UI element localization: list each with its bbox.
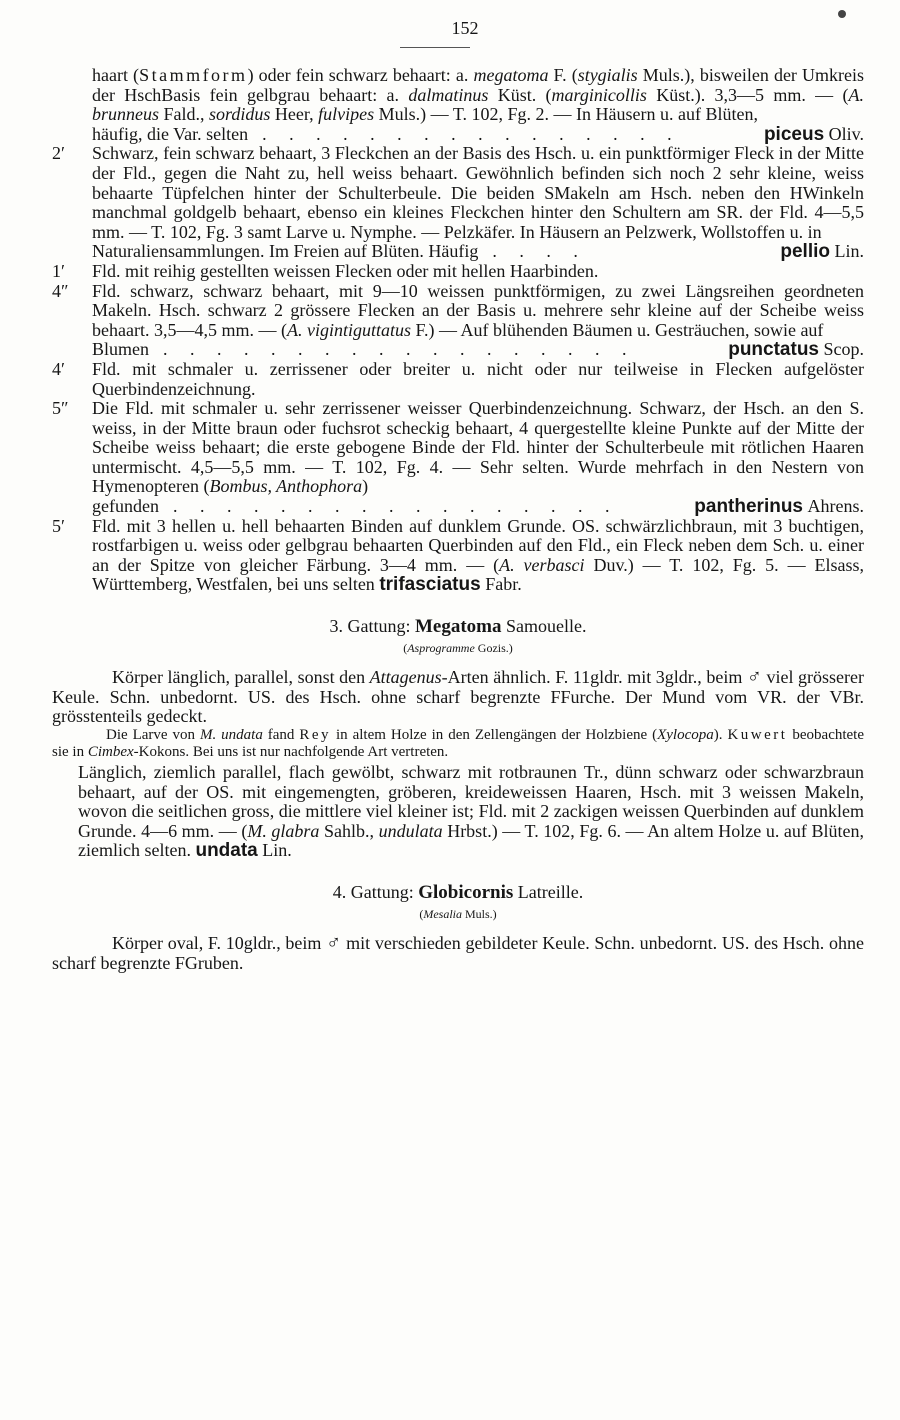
species-name: piceus bbox=[763, 123, 825, 145]
genus-megatoma-note: Die Larve von M. undata fand Rey in altem Holze in den Zellengängen der Holzbiene (Xylocopa). Kuwert beobachtete sie in Cimbex-Kokons. Bei uns ist nur nachfolgende Art vertreten. bbox=[52, 727, 865, 760]
entry-label: 1′ bbox=[52, 260, 65, 281]
stammform-term: Stammform bbox=[139, 65, 248, 85]
species-author: Fabr. bbox=[485, 574, 522, 595]
entry-piceus bbox=[52, 66, 864, 144]
entry-punctatus-text: Fld. schwarz, schwarz behaart, mit 9—10 weissen punktförmigen, zu zwei Längsreihen geordneten Makeln. Hsch. schwarz 2 grössere Flecken an der Basis u. mehrere sehr kleine auf der Scheibe weiss behaart. 3,5—4,5 mm. — (A. vigintiguttatus F.) — Auf blühenden Bäumen u. Gesträuchen, sowie auf bbox=[92, 280, 864, 340]
corner-mark bbox=[838, 10, 846, 18]
leader-dots: . . . . bbox=[492, 242, 587, 262]
leader-dots: . . . . . . . . . . . . . . . . . . bbox=[163, 340, 636, 360]
species-author: Lin. bbox=[834, 241, 864, 262]
entry-4 bbox=[52, 360, 864, 399]
entry-piceus-lead: häufig, die Var. selten . . . . . . . . . . . . . . . . piceus Oliv. bbox=[92, 123, 864, 145]
genus-synonym: (Mesalia Muls.) bbox=[419, 906, 497, 921]
genus-heading-globicornis: 4. Gattung: Globicornis Latreille. bbox=[332, 881, 584, 903]
entry-label: 5′ bbox=[52, 515, 65, 536]
entry-1 bbox=[52, 262, 864, 282]
entry-trifasciatus-text: Fld. mit 3 hellen u. hell behaarten Binden auf dunklem Grunde. OS. schwärzlichbraun, mit 3 buchtigen, rostfarbigen u. weiss oder gelbgrau behaarten Querbinden auf den Fld., ein Fleck neben dem Sch. u. einer an der Spitze von gleicher Färbung. 3—4 mm. — (A. verbasci Duv.) — T. 102, Fg. 5. — Elsass, Württemberg, Westfalen, bei uns selten trifasciatus Fabr. bbox=[92, 515, 864, 596]
entry-pellio-text: Schwarz, fein schwarz behaart, 3 Fleckchen an der Basis des Hsch. u. ein punktförmiger Fleck in der Mitte der Fld., gegen die Naht zu, hell weiss behaart. Gewöhnlich befinden sich noch 2 sehr kleine, weiss behaarte Tüpfelchen hinter der Schulterbeule. Die beiden SMakeln am Hsch. neben den HWinkeln manchmal goldgelb behaart, ebenso ein kleines Fleckchen hinter den Schultern am SR. der Fld. 4—5,5 mm. — T. 102, Fg. 3 samt Larve u. Nymphe. — Pelzkäfer. In Häusern an Pelzwerk, Wollstoffen u. in bbox=[92, 143, 864, 242]
entry-4-text: Fld. mit schmaler u. zerrissener oder breiter u. nicht oder nur teilweise in Flecken aufgelöster Querbindenzeichnung. bbox=[92, 358, 864, 399]
genus-name: Globicornis bbox=[418, 881, 514, 903]
species-name: pantherinus bbox=[694, 496, 803, 518]
species-name: punctatus bbox=[728, 339, 819, 361]
genus-megatoma-description: Körper länglich, parallel, sonst den Attagenus-Arten ähnlich. F. 11gldr. mit 3gldr., beim ♂ viel grösserer Keule. Schn. unbedornt. US. des Hsch. ohne scharf begrenzte FFurche. Der Mund vom VR. der VBr. grösstenteils gedeckt. bbox=[52, 666, 864, 727]
entry-label: 5″ bbox=[52, 398, 69, 419]
species-name: trifasciatus bbox=[379, 574, 481, 596]
leader-dots: . . . . . . . . . . . . . . . . . bbox=[172, 497, 619, 517]
species-author: Oliv. bbox=[828, 123, 864, 144]
genus-synonym: (Asprogramme Gozis.) bbox=[403, 640, 513, 655]
leader-dots: . . . . . . . . . . . . . . . . bbox=[262, 124, 681, 144]
entry-undata: Länglich, ziemlich parallel, flach gewölbt, schwarz mit rotbraunen Tr., dünn schwarz oder schwarzbraun behaart, auf der OS. mit eingemengten, gröberen, kreideweissen Haaren, Hsch. mit 3 weissen Makeln, wovon die seitlichen gross, die mittlere viel kleiner ist; Fld. mit 2 zackigen weissen Querbinden auf dunklem Grunde. 4—6 mm. — (M. glabra Sahlb., undulata Hrbst.) — T. 102, Fg. 6. — An altem Holze u. auf Blüten, ziemlich selten. undata Lin. bbox=[78, 762, 864, 862]
entry-punctatus bbox=[52, 282, 864, 360]
species-author: Ahrens. bbox=[807, 496, 864, 517]
genus-heading-megatoma: 3. Gattung: Megatoma Samouelle. bbox=[329, 616, 587, 638]
genus-name: Megatoma bbox=[414, 616, 502, 638]
male-symbol: ♂ bbox=[746, 666, 762, 689]
entry-1-text: Fld. mit reihig gestellten weissen Flecken oder mit hellen Haarbinden. bbox=[92, 260, 599, 281]
entry-trifasciatus bbox=[52, 517, 864, 595]
species-name: pellio bbox=[780, 241, 830, 263]
entry-pellio-lead: Naturaliensammlungen. Im Freien auf Blüten. Häufig . . . . pellio Lin. bbox=[92, 241, 864, 263]
page-body bbox=[52, 66, 864, 973]
entry-pellio bbox=[52, 144, 864, 262]
entry-punctatus-lead: Blumen . . . . . . . . . . . . . . . . . . punctatus Scop. bbox=[92, 339, 864, 361]
entry-label: 2′ bbox=[52, 143, 65, 164]
species-name: undata bbox=[195, 840, 258, 862]
header-rule bbox=[400, 47, 470, 48]
male-symbol: ♂ bbox=[326, 932, 342, 955]
entry-pantherinus bbox=[52, 399, 864, 517]
species-author: Lin. bbox=[262, 840, 292, 861]
entry-piceus-text: haart (Stammform) oder fein schwarz behaart: a. megatoma F. (stygialis Muls.), bisweilen der Umkreis der HschBasis fein gelbgrau behaart: a. dalmatinus Küst. (marginicollis Küst.). 3,3—5 mm. — (A. brunneus Fald., sordidus Heer, fulvipes Muls.) — T. 102, Fg. 2. — In Häusern u. auf Blüten, bbox=[92, 65, 864, 125]
entry-label: 4′ bbox=[52, 358, 65, 379]
entry-pantherinus-lead: gefunden . . . . . . . . . . . . . . . . . pantherinus Ahrens. bbox=[92, 496, 864, 518]
page-number: 152 bbox=[451, 18, 479, 38]
entry-label: 4″ bbox=[52, 280, 69, 301]
genus-globicornis-description: Körper oval, F. 10gldr., beim ♂ mit verschieden gebildeter Keule. Schn. unbedornt. US. des Hsch. ohne scharf begrenzte FGruben. bbox=[52, 932, 865, 973]
species-author: Scop. bbox=[823, 339, 864, 360]
entry-pantherinus-text: Die Fld. mit schmaler u. sehr zerrissener weisser Querbindenzeichnung. Schwarz, der Hsch. an den S. weiss, in der Mitte braun oder fuchsrot scheckig behaart, 4 quergestellte kleine Punkte auf der Mitte der Scheibe weiss behaart; die erste gebogene Binde der Fld. hinter der Schulterbeule mit rötlichen Haaren untermischt. 4,5—5,5 mm. — T. 102, Fg. 4. — Sehr selten. Wurde mehrfach in den Nestern von Hymenopteren (Bombus, Anthophora) bbox=[92, 398, 864, 497]
